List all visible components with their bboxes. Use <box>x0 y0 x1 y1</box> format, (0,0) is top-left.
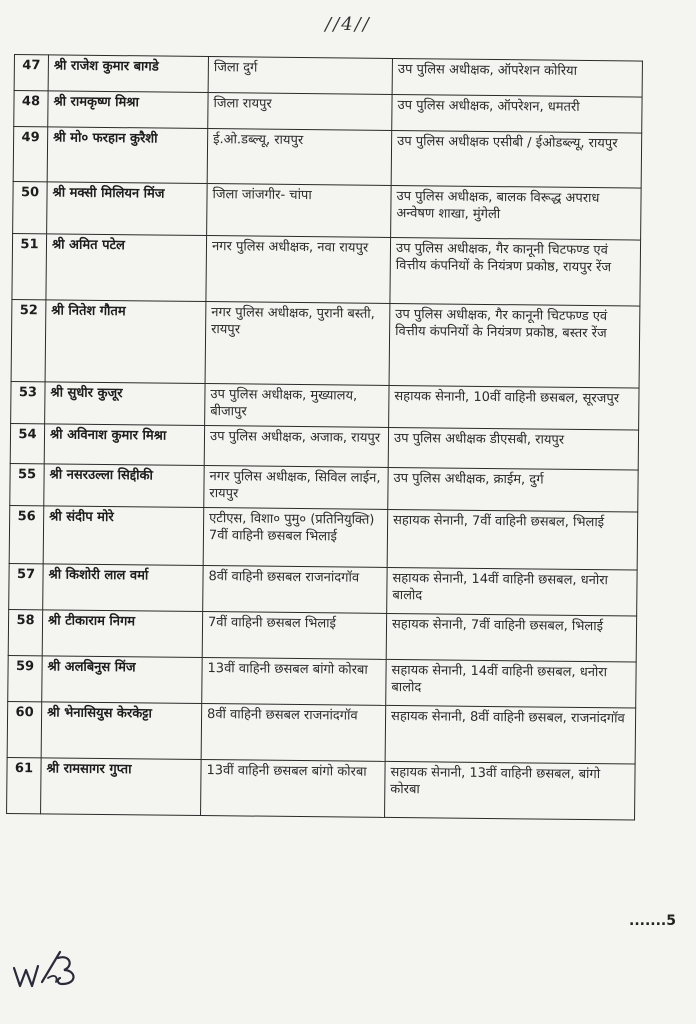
current-posting-cell: ई.ओ.डब्ल्यू, रायपुर <box>207 129 392 186</box>
serial-number-cell: 52 <box>11 299 46 381</box>
table-row <box>9 563 637 616</box>
new-posting-cell: सहायक सेनानी, 10वीं वाहिनी छसबल, सूरजपुर <box>389 385 639 430</box>
current-posting-cell: नगर पुलिस अधीक्षक, पुरानी बस्ती, रायपुर <box>205 302 390 386</box>
officer-name-cell: श्री संदीप मोरे <box>43 506 204 566</box>
table-row <box>12 233 641 306</box>
officer-name-cell: श्री नसरउल्ला सिद्दीकी <box>44 464 204 508</box>
officer-name-cell: श्री नितेश गौतम <box>45 300 206 384</box>
officer-name-cell: श्री अमित पटेल <box>46 234 207 302</box>
current-posting-cell: उप पुलिस अधीक्षक, मुख्यालय, बीजापुर <box>205 384 389 428</box>
serial-number-cell: 54 <box>10 423 44 463</box>
current-posting-cell: नगर पुलिस अधीक्षक, नवा रायपुर <box>206 236 391 304</box>
table-row <box>13 127 642 189</box>
new-posting-cell: उप पुलिस अधीक्षक, ऑपरेशन, धमतरी <box>392 94 642 133</box>
new-posting-cell: उप पुलिस अधीक्षक एसीबी / ईओडब्ल्यू, रायपुर <box>391 130 642 188</box>
transfer-table-body <box>7 55 643 821</box>
officer-name-cell: श्री राजेश कुमार बागडे <box>48 55 208 93</box>
officer-name-cell: श्री किशोरी लाल वर्मा <box>43 564 203 612</box>
table-row <box>11 299 640 388</box>
officer-name-cell: श्री मो० फरहान कुरैशी <box>47 127 208 184</box>
current-posting-cell: जिला दुर्ग <box>208 57 392 95</box>
new-posting-cell: उप पुलिस अधीक्षक, गैर कानूनी चिटफण्ड एवं वित्तीय कंपनियों के नियंत्रण प्रकोष्ठ, बस्तर रेंज <box>389 303 640 388</box>
officer-name-cell: श्री रामकृष्ण मिश्रा <box>48 91 208 129</box>
page-header: //4// <box>325 14 371 35</box>
table-row <box>7 701 636 764</box>
serial-number-cell: 55 <box>10 463 44 505</box>
serial-number-cell: 61 <box>7 757 42 813</box>
new-posting-cell: सहायक सेनानी, 13वीं वाहिनी छसबल, बांगो कोरबा <box>385 761 636 820</box>
new-posting-cell: उप पुलिस अधीक्षक, क्राईम, दुर्ग <box>388 467 638 512</box>
table-row <box>8 609 636 662</box>
serial-number-cell: 59 <box>8 655 42 701</box>
new-posting-cell: सहायक सेनानी, 8वीं वाहिनी छसबल, राजनांदगॉव <box>385 705 636 764</box>
serial-number-cell: 58 <box>8 609 42 655</box>
current-posting-cell: उप पुलिस अधीक्षक, अजाक, रायपुर <box>204 426 388 468</box>
page-number: .......5 <box>629 913 676 929</box>
current-posting-cell: 8वीं वाहिनी छसबल राजनांदगॉव <box>201 704 386 762</box>
serial-number-cell: 49 <box>13 127 48 182</box>
current-posting-cell: जिला रायपुर <box>208 93 392 131</box>
current-posting-cell: एटीएस, विशा० पुमु० (प्रतिनियुक्ति) 7वीं वाहिनी छसबल भिलाई <box>203 508 388 568</box>
new-posting-cell: सहायक सेनानी, 7वीं वाहिनी छसबल, भिलाई <box>386 613 636 662</box>
table-row <box>13 181 642 240</box>
officer-name-cell: श्री सुधीर कुजूर <box>45 382 205 426</box>
table-row <box>10 423 638 470</box>
serial-number-cell: 56 <box>9 505 44 563</box>
new-posting-cell: उप पुलिस अधीक्षक, ऑपरेशन कोरिया <box>392 58 642 97</box>
table-row <box>9 505 638 570</box>
serial-number-cell: 47 <box>14 55 48 91</box>
new-posting-cell: उप पुलिस अधीक्षक, बालक विरूद्ध अपराध अन्वेषण शाखा, मुंगेली <box>391 185 642 240</box>
transfer-table <box>6 54 643 821</box>
serial-number-cell: 57 <box>9 563 43 609</box>
new-posting-cell: उप पुलिस अधीक्षक, गैर कानूनी चिटफण्ड एवं वित्तीय कंपनियों के नियंत्रण प्रकोष्ठ, रायपुर रेंज <box>390 237 641 306</box>
table-row <box>8 655 636 708</box>
officer-name-cell: श्री टीकाराम निगम <box>42 610 202 658</box>
serial-number-cell: 51 <box>12 233 47 299</box>
current-posting-cell: 8वीं वाहिनी छसबल राजनांदगॉव <box>203 566 387 614</box>
table-row <box>10 463 638 512</box>
current-posting-cell: 7वीं वाहिनी छसबल भिलाई <box>202 612 386 660</box>
serial-number-cell: 50 <box>13 181 48 233</box>
table-row <box>11 381 639 430</box>
officer-name-cell: श्री रामसागर गुप्ता <box>41 758 202 816</box>
table-row <box>7 757 636 820</box>
new-posting-cell: सहायक सेनानी, 14वीं वाहिनी छसबल, धनोरा बालोद <box>386 659 636 708</box>
signature-icon <box>8 938 98 998</box>
current-posting-cell: जिला जांजगीर- चांपा <box>207 184 392 238</box>
current-posting-cell: 13वीं वाहिनी छसबल बांगो कोरबा <box>201 759 386 817</box>
officer-name-cell: श्री अविनाश कुमार मिश्रा <box>44 424 204 466</box>
serial-number-cell: 48 <box>14 91 48 127</box>
officer-name-cell: श्री मक्सी मिलियन मिंज <box>47 182 208 236</box>
serial-number-cell: 60 <box>7 701 42 757</box>
officer-name-cell: श्री अलबिनुस मिंज <box>42 656 202 704</box>
officer-name-cell: श्री भेनासियुस केरकेट्टा <box>41 702 202 760</box>
new-posting-cell: उप पुलिस अधीक्षक डीएसबी, रायपुर <box>388 427 638 470</box>
current-posting-cell: 13वीं वाहिनी छसबल बांगो कोरबा <box>202 658 386 706</box>
new-posting-cell: सहायक सेनानी, 14वीं वाहिनी छसबल, धनोरा बालोद <box>387 567 637 616</box>
current-posting-cell: नगर पुलिस अधीक्षक, सिविल लाईन, रायपुर <box>204 466 388 510</box>
serial-number-cell: 53 <box>11 381 45 423</box>
new-posting-cell: सहायक सेनानी, 7वीं वाहिनी छसबल, भिलाई <box>387 509 638 570</box>
